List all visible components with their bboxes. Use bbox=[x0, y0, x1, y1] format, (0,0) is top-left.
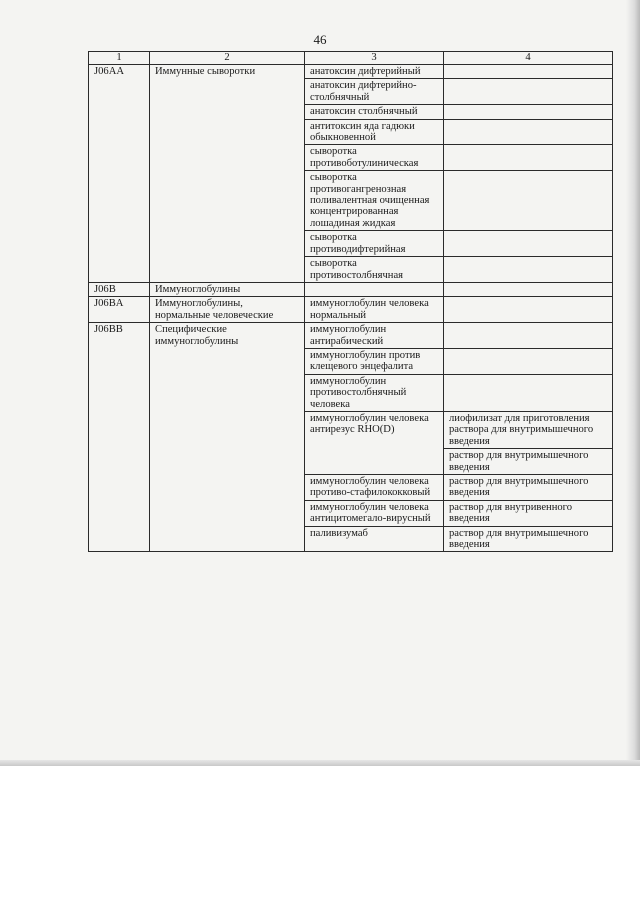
dosage-form bbox=[444, 65, 613, 79]
atc-code: J06B bbox=[89, 282, 150, 296]
dosage-form bbox=[444, 297, 613, 323]
atc-code: J06AA bbox=[89, 65, 150, 283]
substance-name: анатоксин дифтерийно-столбнячный bbox=[305, 79, 444, 105]
header-row bbox=[89, 52, 613, 65]
dosage-form: раствор для внутримышечного введения bbox=[444, 475, 613, 501]
table-row bbox=[89, 282, 613, 296]
substance-name: иммуноглобулин человека антицитомегало-вирусный bbox=[305, 500, 444, 526]
substance-name: иммуноглобулин противостолбнячный человека bbox=[305, 374, 444, 411]
group-name: Иммуноглобулины bbox=[150, 282, 305, 296]
scan-bottom-edge bbox=[0, 760, 640, 766]
atc-code: J06BB bbox=[89, 323, 150, 552]
substance-name: сыворотка противогангренозная поливалентная очищенная концентрированная лошадиная жидкая bbox=[305, 171, 444, 231]
dosage-form: раствор для внутривенного введения bbox=[444, 500, 613, 526]
substance-name: сыворотка противостолбнячная bbox=[305, 257, 444, 283]
dosage-form bbox=[444, 79, 613, 105]
substance-name: иммуноглобулин человека нормальный bbox=[305, 297, 444, 323]
substance-name: иммуноглобулин человека противо-стафилококковый bbox=[305, 475, 444, 501]
table-row bbox=[89, 323, 613, 349]
dosage-form bbox=[444, 282, 613, 296]
drug-table bbox=[88, 51, 613, 552]
table-row bbox=[89, 65, 613, 79]
dosage-form bbox=[444, 231, 613, 257]
group-name: Иммуноглобулины, нормальные человеческие bbox=[150, 297, 305, 323]
substance-name: иммуноглобулин против клещевого энцефалита bbox=[305, 348, 444, 374]
scan-edge-shadow bbox=[626, 0, 640, 766]
substance-name: анатоксин дифтерийный bbox=[305, 65, 444, 79]
dosage-form bbox=[444, 171, 613, 231]
substance-name: сыворотка противоботулиническая bbox=[305, 145, 444, 171]
page-number: 46 bbox=[313, 32, 327, 47]
substance-name bbox=[305, 282, 444, 296]
dosage-form bbox=[444, 145, 613, 171]
table-row bbox=[89, 297, 613, 323]
dosage-form bbox=[444, 348, 613, 374]
table-body bbox=[89, 65, 613, 552]
column-header: 4 bbox=[444, 52, 613, 65]
group-name: Специфические иммуноглобулины bbox=[150, 323, 305, 552]
column-header: 3 bbox=[305, 52, 444, 65]
substance-name: анатоксин столбнячный bbox=[305, 105, 444, 119]
substance-name: иммуноглобулин человека антирезус RHO(D) bbox=[305, 411, 444, 474]
dosage-form bbox=[444, 374, 613, 411]
substance-name: иммуноглобулин антирабический bbox=[305, 323, 444, 349]
dosage-form bbox=[444, 105, 613, 119]
dosage-form bbox=[444, 119, 613, 145]
column-header: 2 bbox=[150, 52, 305, 65]
substance-name: паливизумаб bbox=[305, 526, 444, 552]
dosage-form bbox=[444, 323, 613, 349]
column-header: 1 bbox=[89, 52, 150, 65]
substance-name: сыворотка противодифтерийная bbox=[305, 231, 444, 257]
substance-name: антитоксин яда гадюки обыкновенной bbox=[305, 119, 444, 145]
dosage-form bbox=[444, 257, 613, 283]
dosage-form: раствор для внутримышечного введения bbox=[444, 526, 613, 552]
dosage-form: лиофилизат для приготовления раствора для внутримышечного введения bbox=[444, 411, 613, 448]
group-name: Иммунные сыворотки bbox=[150, 65, 305, 283]
dosage-form: раствор для внутримышечного введения bbox=[444, 449, 613, 475]
atc-code: J06BA bbox=[89, 297, 150, 323]
